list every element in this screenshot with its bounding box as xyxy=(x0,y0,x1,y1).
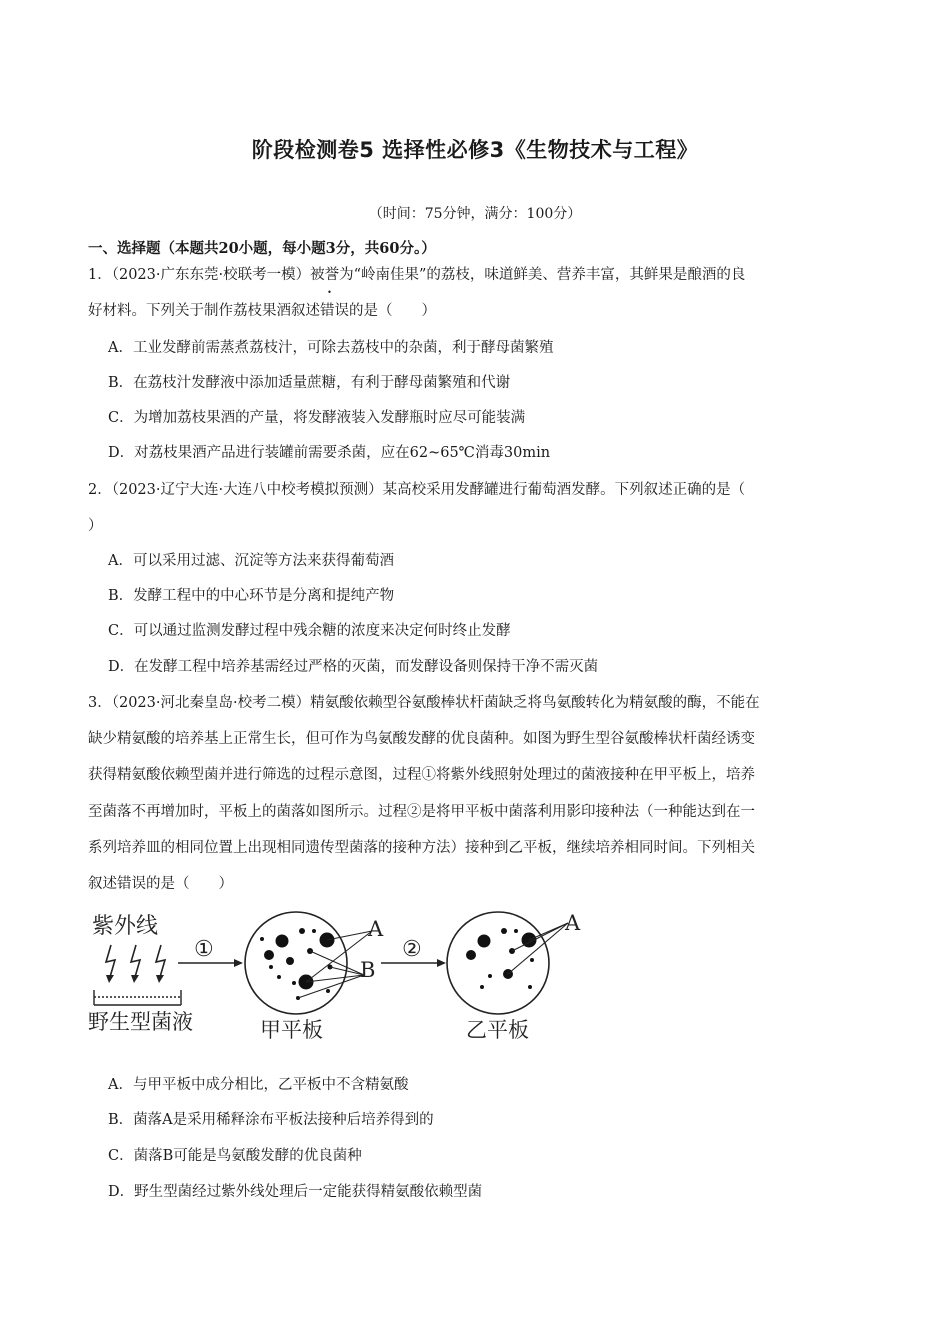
plate-2 xyxy=(447,912,549,1014)
question-3-line-2: 缺少精氨酸的培养基上正常生长，但可作为鸟氨酸发酵的优良菌种。如图为野生型谷氨酸棒状杆菌经诱变 xyxy=(88,731,755,747)
question-1-option-c: C．为增加荔枝果酒的产量，将发酵液装入发酵瓶时应尽可能装满 xyxy=(108,410,526,426)
question-3-option-c: C．菌落B可能是鸟氨酸发酵的优良菌种 xyxy=(108,1148,362,1164)
step-1-arrowhead xyxy=(234,959,243,967)
question-3-line-3: 获得精氨酸依赖型菌并进行筛选的过程示意图，过程①将紫外线照射处理过的菌液接种在甲平板上，培养 xyxy=(88,767,755,783)
question-3-line-6: 叙述错误的是（ ） xyxy=(88,876,233,892)
label-a-plate-1: A xyxy=(368,917,384,941)
question-1-option-a: A．工业发酵前需蒸煮荔枝汁，可除去荔枝中的杂菌，利于酵母菌繁殖 xyxy=(108,340,554,356)
step-2-label: ② xyxy=(402,937,422,962)
question-1-option-d: D．对荔枝果酒产品进行装罐前需要杀菌，应在62~65℃消毒30min xyxy=(108,445,551,461)
question-3-option-d: D．野生型菌经过紫外线处理后一定能获得精氨酸依赖型菌 xyxy=(108,1184,483,1200)
question-1-text-end: 的是（ ） xyxy=(349,303,436,319)
step-2-arrowhead xyxy=(437,959,446,967)
plate-1 xyxy=(245,912,347,1014)
wild-type-culture-icon xyxy=(94,990,181,1005)
question-3-line-4: 至菌落不再增加时，平板上的菌落如图所示。过程②是将甲平板中菌落利用影印接种法（一种能达到在一 xyxy=(88,804,755,820)
label-b: B xyxy=(360,958,376,982)
exam-info: （时间：75分钟，满分：100分） xyxy=(368,206,582,222)
question-1-line-1: 1．（2023·广东东莞·校联考一模）被誉为“岭南佳果”的荔枝，味道鲜美、营养丰富，其鲜果是酿酒的良 xyxy=(88,267,746,283)
uv-label: 紫外线 xyxy=(92,914,159,939)
question-3-line-1: 3．（2023·河北秦皇岛·校考二模）精氨酸依赖型谷氨酸棒状杆菌缺乏将鸟氨酸转化为精氨酸的酶，不能在 xyxy=(88,695,760,711)
wild-type-label: 野生型菌液 xyxy=(88,1010,193,1034)
question-3-option-b: B．菌落A是采用稀释涂布平板法接种后培养得到的 xyxy=(108,1112,434,1128)
screening-diagram xyxy=(84,905,604,1055)
uv-arrowheads xyxy=(106,975,164,983)
question-2-option-d: D．在发酵工程中培养基需经过严格的灭菌，而发酵设备则保持干净不需灭菌 xyxy=(108,659,599,675)
label-a-plate-2: A xyxy=(565,911,581,935)
question-2-option-c: C．可以通过监测发酵过程中残余糖的浓度来决定何时终止发酵 xyxy=(108,623,511,639)
step-1-label: ① xyxy=(194,937,214,962)
document-title: 阶段检测卷5 选择性必修3《生物技术与工程》 xyxy=(251,138,699,162)
question-1-line-2 xyxy=(88,299,436,320)
section-heading: 一、选择题（本题共20小题，每小题3分，共60分。） xyxy=(88,240,436,257)
question-2-option-b: B．发酵工程中的中心环节是分离和提纯产物 xyxy=(108,588,395,604)
question-3-option-a: A．与甲平板中成分相比，乙平板中不含精氨酸 xyxy=(108,1077,409,1093)
plate-1-label: 甲平板 xyxy=(260,1018,323,1042)
question-2-option-a: A．可以采用过滤、沉淀等方法来获得葡萄酒 xyxy=(108,553,394,569)
question-2-line-2: ） xyxy=(88,518,103,534)
question-1-text: 好材料。下列关于制作荔枝果酒叙述 xyxy=(88,303,320,319)
uv-rays-icon xyxy=(106,945,165,977)
question-3-line-5: 系列培养皿的相同位置上出现相同遗传型菌落的接种方法）接种到乙平板，继续培养相同时间。下列相关 xyxy=(88,840,755,856)
plate-2-label: 乙平板 xyxy=(466,1018,529,1042)
emphasis-text: 错误 xyxy=(320,303,349,319)
question-1-option-b: B．在荔枝汁发酵液中添加适量蔗糖，有利于酵母菌繁殖和代谢 xyxy=(108,375,511,391)
question-2-line-1: 2．（2023·辽宁大连·大连八中校考模拟预测）某高校采用发酵罐进行葡萄酒发酵。下列叙述正确的是（ xyxy=(88,482,746,498)
